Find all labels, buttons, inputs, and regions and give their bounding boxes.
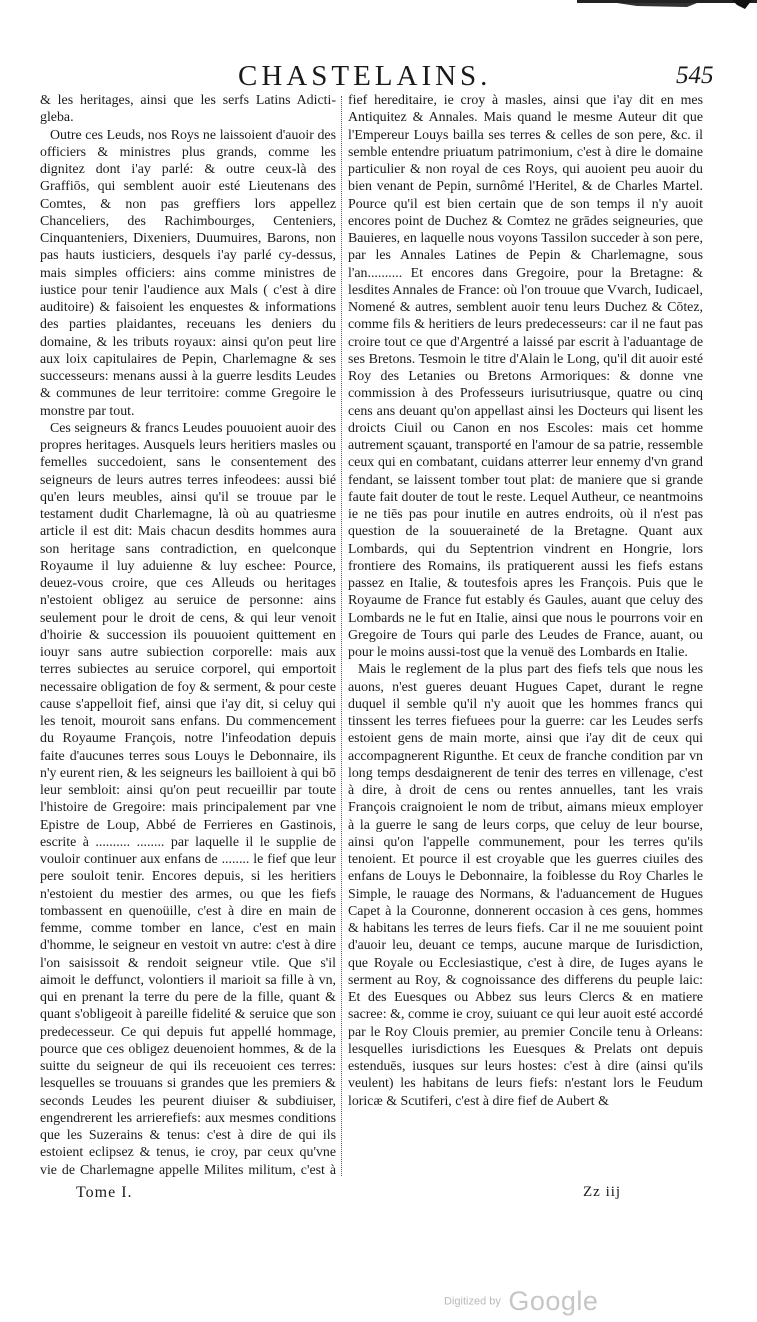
running-title: CHASTELAINS. (238, 60, 492, 92)
page-number: 545 (676, 62, 714, 89)
page-header (0, 58, 757, 94)
paragraph: & les heritages, ainsi que les serfs Latins Adicti-gleba. (40, 93, 336, 126)
paragraph: Outre ces Leuds, nos Roys ne laissoient d'auoir des officiers & ministres plus grands, comme les dignitez dont i'ay parlé: & outre ceux-là des Graffiōs, qui semblent auoir esté Lieutenans des Comtes, & non pas greffiers lors appellez Chanceliers, des Rachimbourges, Centeniers, Cinquanteniers, Dixeniers, Duumuires, Barons, non pas hauts iusticiers, desquels i'ay parlé cy-dessus, mais simples officiers: ains comme ministres de iustice pour tenir l'audience aux Mals ( c'est à dire auditoire) & faisoient les enquestes & informations des parties plaidantes, receuans les deniers du domaine, & les tributs royaux: ainsi qu'on peut lire aux loix capitulaires de Pepin, Charlemagne & ses successeurs: menans aussi à la guerre lesdits Leudes & communes de leur territoire: comme Gregoire le monstre par tout. (40, 127, 336, 419)
watermark-brand: Google (508, 1286, 599, 1316)
right-text-column (348, 92, 703, 1178)
watermark-prefix: Digitized by (444, 1295, 501, 1308)
volume-label: Tome I. (76, 1184, 133, 1201)
paragraph: Ces seigneurs & francs Leudes pouuoient auoir des propres heritages. Ausquels leurs heritiers masles ou femelles succedoient, sans le consentement des seigneurs de leurs autres terres infeodees: aussi bié qu'en leurs meubles, ainsi qu'il se trouue par le testament dudit Charlemagne, là où au quatriesme article il est dit: Mais chacun desdits hommes aura son heritage sans contradiction, en quelconque Royaume il luy aduienne & luy eschee: Pource, deuez-vous croire, que ces Alleuds ou heritages n'estoient obligez au seruice de personne: ains seulement pour le droit de cens, & qui leur venoit d'hoirie & succession ils pouuoient quittement en iouyr sans autre subiection corporelle: mais aux terres subiectes au seruice corporel, qui emportoit necessaire obligation de foy & serment, & pour ceste cause s'appelloit fief, ainsi que i'ay dit, si celuy qui les tenoit, mouroit sans enfans. Du commencement du Royaume François, notre l'infeodation depuis faite d'aucunes terres sous Louys le Debonnaire, ils n'y eurent rien, & les seigneurs les bailloient à qui bō leur sembloit: ainsi qu'on peut recueillir par toute l'histoire de Gregoire: mais principalement par vne Epistre de Loup, Abbé de Ferrieres en Gastinois, escrite à .......... ........ par laquelle il le supplie de vouloir continuer aux enfans de ........ le fief que leur pere souloit tenir. Encores depuis, si les heritiers n'estoient du mestier des armes, ou que les fiefs tombassent en quenoüille, c'est à dire en main de femme, comme tomber en lance, c'est en main d'homme, le seigneur en vestoit vn autre: c'est à dire l'on saisissoit & rendoit seigneur vtile. Que s'il aimoit le deffunct, volontiers il marioit sa fille à vn, qui en prenant la terre du pere de la fille, quant & quant s'obligeoit à pareille fidelité & seruice que son predecesseur. Ce qui depuis fut appellé hommage, pource que ces obligez deuenoient hommes, & de la suitte du seigneur de qui ils receuoient ces terres: lesquelles se trouuans si grandes que les premiers & seconds Leudes les peurent diuiser & subdiuiser, engendrerent les arrierefiefs: aux mesmes conditions que les Suzerains & tenus: c'est à dire de qui ils estoient eclipsez & tenus, ie croy, par ceux qu'vne vie de Charlemagne appelle Milites militum, c'est à (40, 420, 336, 1178)
paragraph: fief hereditaire, ie croy à masles, ainsi que i'ay dit en mes Antiquitez & Annales. Mais quand le mesme Auteur dit que l'Empereur Louys bailla ses terres & celles de son pere, &c. il semble entendre priuatum patrimonium, c'est à dire le domaine particulier & non royal de ces Roys, qui auoient peu auoir du bien venant de Pepin, surnômé l'Heritel, & de Charles Martel. Pource qu'il est bien certain que de son temps il n'y auoit encores point de Duchez & Comtez ne grādes seigneuries, que Bauieres, en laquelle nous voyons Tassilon succeder à son pere, par les Annales Latines de Pepin & Charlemagne, sous l'an.......... Et encores dans Gregoire, pour la Bretagne: & lesdites Annales de France: où l'on trouue que Vvarch, Iudicael, Nomené & autres, semblent auoir tenu leurs Duchez & Cōtez, comme fils & heritiers de leurs predecesseurs: car il ne faut pas croire tout ce que d'Argentré a laissé par escrit à l'aduantage de ses Bretons. Tesmoin le titre d'Alain le Long, qu'il dit auoir esté Roy des Letanies ou Bretons Armoriques: & donne vne commission à des Professeurs iurisutriusque, quatre ou cinq cens ans deuant qu'on appellast ainsi les Docteurs qui lisent les droicts Ciuil ou Canon en nos Escoles: mais cet homme autrement sçauant, transporté en l'amour de sa patrie, ressemble ceux qui en combatant, cuidans atterrer leur ennemy d'vn grand fendant, se laissent tomber tout plat: de maniere que si grande faute fait douter de tout le reste. Lequel Autheur, ce neantmoins ie ne tiēs pas pour inutile en autres endroits, où il n'est pas question de la souueraineté de la Bretagne. Quant aux Lombards, qui du Septentrion vindrent en Hongrie, lors frontiere des Romains, ils pratiquerent aussi les fiefs estans passez en Italie, & toutesfois apres les François. Puis que le Royaume de France fut estably és Gaules, auant que celuy des Lombards ne le fut en Italie, ainsi que nous le pourrons voir en Gregoire de Tours qui parle des Leudes de France, auant, ou pour le moins aussi-tost que la venuë des Lombards en Italie. (348, 93, 703, 660)
digitized-watermark (444, 1286, 598, 1317)
signature-mark: Zz iij (583, 1184, 622, 1200)
page-edge-mark (577, 0, 757, 14)
paragraph: Mais le reglement de la plus part des fiefs tels que nous les auons, n'est gueres deuant Hugues Capet, durant le regne duquel il semble qu'il n'y auoit que les hommes francs qui tinssent les terres fiefuees pour la guerre: car les Leudes serfs estoient gens de main morte, ainsi que i'ay dit de ceux qui accompagnerent Rigunthe. Et ceux de franche condition par vn long temps desdaignerent de tenir des terres en villenage, c'est à dire, à droit de cens ou rentes annuelles, tant les vrais François craignoient le nom de tribut, aimans mieux employer à la guerre le sang de leurs corps, que celuy de leur bourse, ainsi qu'on l'appelle communement, pour les terres qu'ils tenoient. Et pource il est croyable que les guerres ciuiles des enfans de Louys le Debonnaire, la foiblesse du Roy Charles le Simple, le rauage des Normans, & l'aduancement de Hugues Capet à la Couronne, donnerent occasion à ces gens, hommes & habitans les terres de leurs fiefs. Car il ne me souuient point d'auoir leu, deuant ce temps, aucune marque de Iurisdiction, que Royale ou Ecclesiastique, c'est à dire, de Iuges ayans le serment au Roy, & cognoissance des differens du peuple laic: Et des Euesques ou Abbez sus leurs Clercs & en matiere sacree: &, comme ie croy, suiuant ce qui leur auoit esté accordé par le Roy Clouis premier, au premier Concile tenu à Orleans: lesquelles iurisdictions les Euesques & Prelats ont depuis estenduēs, iusques sur leurs hostes: c'est à dire (ainsi qu'ils veulent) les habitans de leurs fiefs: n'estant lors le Feudum loricæ & Scutiferi, c'est à dire fief de Aubert & (348, 662, 703, 1109)
left-text-column (40, 92, 336, 1178)
column-divider (341, 96, 342, 1176)
